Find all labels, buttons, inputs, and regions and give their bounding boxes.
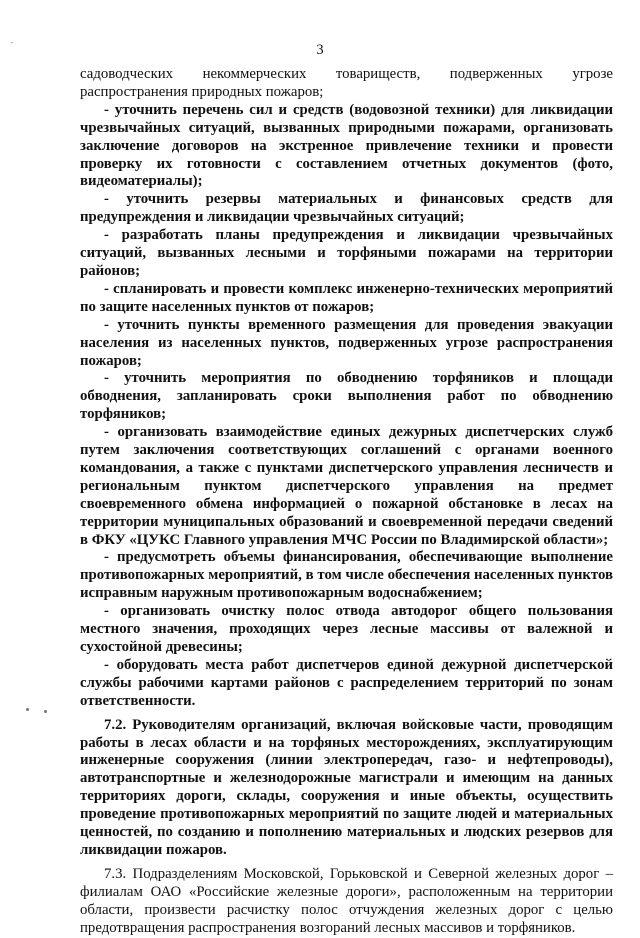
paragraph: - предусмотреть объемы финансирования, обеспечивающие выполнение противопожарных мероприятий, в том числе обеспечения населенных пунктов исправным наружным противопожарным водоснабжением;: [80, 549, 613, 602]
paragraph: - уточнить резервы материальных и финансовых средств для предупреждения и ликвидации чрезвычайных ситуаций;: [80, 191, 613, 226]
paragraph: - уточнить мероприятия по обводнению торфяников и площади обводнения, запланировать сроки выполнения работ по обводнению торфяников;: [80, 370, 613, 423]
scan-artifact-dot: [26, 708, 29, 711]
paragraph: - организовать взаимодействие единых дежурных диспетчерских служб путем заключения соответствующих соглашений с органами военного командования, а также с пунктами диспетчерского управления лесничеств и региональным пунктом диспетчерского управления на предмет своевременного обмена информацией о пожарной обстановке в лесах на территории муниципальных образований и своевременной передачи сведений в ФКУ «ЦУКС Главного управления МЧС России по Владимирской области»;: [80, 424, 613, 548]
scan-artifact-dot: [44, 710, 47, 713]
document-body: [80, 66, 613, 938]
paragraph: - спланировать и провести комплекс инженерно-технических мероприятий по защите населенных пунктов от пожаров;: [80, 280, 613, 315]
paragraph: - уточнить перечень сил и средств (водовозной техники) для ликвидации чрезвычайных ситуаций, вызванных природными пожарами, организовать заключение договоров на экстренное привлечение техники и провести проверку их готовности с составлением отчетных документов (фото, видеоматериалы);: [80, 101, 613, 190]
page-number: 3: [316, 42, 324, 58]
paragraph: - организовать очистку полос отвода автодорог общего пользования местного значения, проходящих через лесные массивы от валежной и сухостойной древесины;: [80, 603, 613, 655]
paragraph: - разработать планы предупреждения и ликвидации чрезвычайных ситуаций, вызванных лесными и торфяными пожарами на территории районов;: [80, 227, 613, 279]
paragraph: - уточнить пункты временного размещения для проведения эвакуации населения из населенных пунктов, подверженных угрозе распространения пожаров;: [80, 316, 613, 369]
margin-mark: -: [10, 38, 14, 48]
paragraph: - оборудовать места работ диспетчеров единой дежурной диспетчерской службы рабочими картами районов с распределением территорий по зонам ответственности.: [80, 656, 613, 709]
paragraph: садоводческих некоммерческих товариществ, подверженных угрозе распространения природных пожаров;: [80, 66, 613, 100]
paragraph: 7.3. Подразделениям Московской, Горьковской и Северной железных дорог – филиалам ОАО «Российские железные дороги», расположенным на территории области, произвести расчистку полос отчуждения железных дорог с целью предотвращения распространения возгораний лесных массивов и торфяников.: [80, 865, 613, 936]
paragraph: 7.2. Руководителям организаций, включая войсковые части, проводящим работы в лесах области и на торфяных месторождениях, эксплуатирующим инженерные сооружения (линии электропередач, газо- и нефтепроводы), автотранспортные и железнодорожные магистрали и имеющим на данных территориях дороги, склады, сооружения и иные объекты, осуществить проведение противопожарных мероприятий по защите людей и материальных ценностей, по созданию и пополнению материальных и людских резервов для ликвидации пожаров.: [80, 716, 613, 858]
